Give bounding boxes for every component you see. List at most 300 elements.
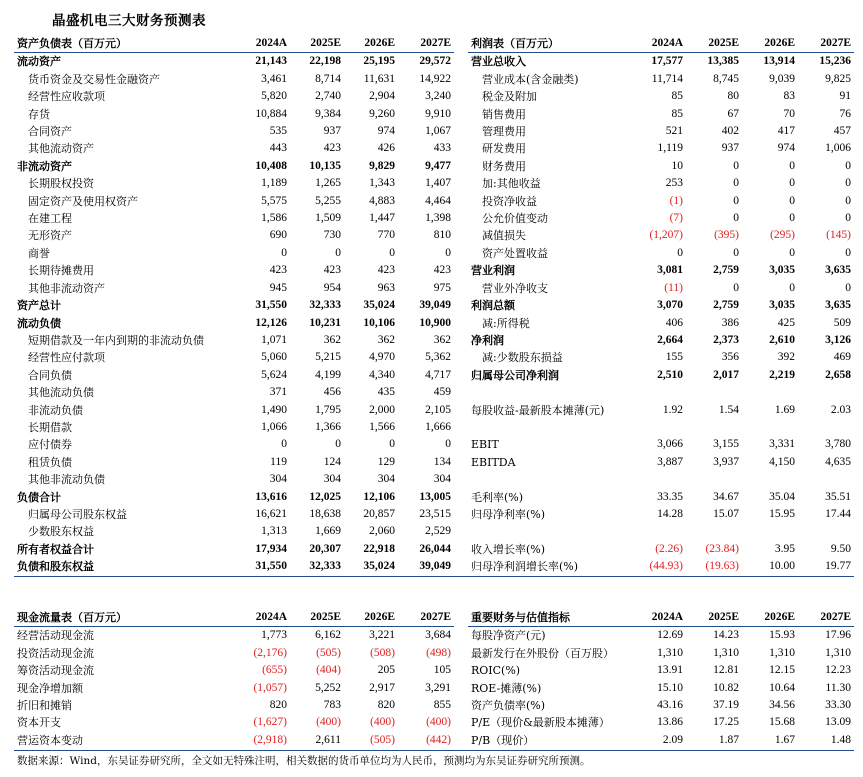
cell-value: 1,566 (369, 420, 395, 433)
cell-value: 35.04 (769, 490, 795, 503)
table-bottom-rule (14, 750, 854, 751)
cell-value: 0 (789, 212, 795, 225)
row-label: 租赁负债 (28, 455, 72, 469)
cell-value: 10,135 (309, 159, 341, 172)
cell-value: 426 (377, 142, 395, 155)
table-row (468, 436, 854, 453)
cell-value: 80 (727, 90, 739, 103)
cell-value: 85 (671, 90, 683, 103)
cell-value: 29,572 (419, 55, 451, 68)
cell-value: 8,714 (315, 72, 341, 85)
cell-value: 34.56 (769, 699, 795, 712)
cell-value (634, 471, 686, 488)
cell-value: 0 (733, 281, 739, 294)
table-row (14, 332, 454, 349)
column-header: 2027E (398, 609, 454, 627)
cell-value: 423 (323, 142, 341, 155)
cell-value: 2,510 (657, 368, 683, 381)
table-row (14, 471, 454, 488)
row-label: 公允价值变动 (482, 212, 548, 226)
table-row (14, 436, 454, 453)
table-row (14, 384, 454, 401)
cell-value: 0 (733, 194, 739, 207)
row-label: 无形资产 (28, 229, 72, 243)
table-row (468, 210, 854, 227)
table-row (14, 71, 454, 88)
cell-value: 2,017 (713, 368, 739, 381)
row-label: 营业利润 (471, 264, 515, 278)
table-header-row (468, 609, 854, 627)
row-label: 所有者权益合计 (17, 542, 94, 556)
table-row (14, 714, 454, 731)
cell-value: 1.67 (774, 733, 795, 746)
cell-value: 2,759 (713, 264, 739, 277)
row-label: 最新发行在外股份（百万股） (471, 646, 614, 660)
table-row (468, 454, 854, 471)
cell-value: 435 (377, 386, 395, 399)
cell-value: (505) (316, 646, 341, 659)
cell-value: 39,049 (419, 299, 451, 312)
table-header-row (468, 35, 854, 53)
table-row (14, 349, 454, 366)
cell-value: 12.81 (713, 664, 739, 677)
cell-value: 0 (845, 159, 851, 172)
cell-value: 1,310 (657, 646, 683, 659)
row-label: 投资活动现金流 (17, 646, 94, 660)
table-row (14, 106, 454, 123)
row-label: 经营性应付款项 (28, 351, 105, 365)
cell-value: 23,515 (419, 507, 451, 520)
cell-value: 20,857 (363, 507, 395, 520)
row-label: 投资净收益 (482, 194, 537, 208)
cell-value: 5,575 (261, 194, 287, 207)
cell-value: 10.00 (769, 560, 795, 573)
cell-value (798, 384, 854, 401)
cell-value: 402 (721, 125, 739, 138)
table-row (14, 506, 454, 523)
row-label: 资产负债率(%) (471, 699, 546, 713)
row-label: 非流动资产 (17, 159, 72, 173)
cell-value: 690 (269, 229, 287, 242)
row-label: 营业外净收支 (482, 281, 548, 295)
row-label: 经营活动现金流 (17, 629, 94, 643)
cell-value: 0 (845, 281, 851, 294)
cell-value: (2.26) (655, 542, 683, 555)
cell-value: 937 (721, 142, 739, 155)
cell-value: 362 (433, 333, 451, 346)
cell-value: 3,035 (769, 264, 795, 277)
table-row (468, 662, 854, 679)
table-row (468, 245, 854, 262)
table-row (14, 88, 454, 105)
table-row (14, 193, 454, 210)
cell-value: 459 (433, 386, 451, 399)
row-label: 筹资活动现金流 (17, 664, 94, 678)
cell-value: 770 (377, 229, 395, 242)
balance_sheet-grid (14, 35, 454, 576)
row-label: 每股收益-最新股本摊薄(元) (471, 403, 605, 417)
column-header: 2027E (798, 35, 854, 53)
cell-value: 26,044 (419, 542, 451, 555)
table-row (468, 714, 854, 731)
cell-value: 4,464 (425, 194, 451, 207)
cell-value: 33.30 (825, 699, 851, 712)
row-label: 合同负债 (28, 368, 72, 382)
cell-value: 0 (845, 194, 851, 207)
cell-value: 13,914 (763, 55, 795, 68)
table-row (468, 506, 854, 523)
table-row (14, 210, 454, 227)
cell-value: 0 (445, 246, 451, 259)
cell-value: 17,934 (255, 542, 287, 555)
cell-value: 22,198 (309, 55, 341, 68)
cell-value (742, 523, 798, 540)
table-row (14, 558, 454, 575)
cell-value: 3,635 (825, 299, 851, 312)
table-row (468, 523, 854, 540)
cell-value: 1,669 (315, 525, 341, 538)
cell-value: 1,066 (261, 420, 287, 433)
cell-value: 15.07 (713, 507, 739, 520)
cell-value: 253 (665, 177, 683, 190)
cell-value: 67 (727, 107, 739, 120)
row-label: 加:其他收益 (482, 177, 541, 191)
column-header: 2025E (290, 35, 344, 53)
cell-value: 8,745 (713, 72, 739, 85)
cell-value: 0 (389, 246, 395, 259)
cell-value: 371 (269, 386, 287, 399)
cell-value: 129 (377, 455, 395, 468)
cell-value: (1,207) (649, 229, 683, 242)
cell-value: 0 (335, 438, 341, 451)
cell-value: 4,717 (425, 368, 451, 381)
cell-value: 3,126 (825, 333, 851, 346)
cell-value: 963 (377, 281, 395, 294)
cell-value: 1,071 (261, 333, 287, 346)
cell-value: 1,310 (769, 646, 795, 659)
cell-value: 43.16 (657, 699, 683, 712)
cell-value: 76 (839, 107, 851, 120)
table-row (14, 662, 454, 679)
cell-value (742, 471, 798, 488)
column-header: 2026E (742, 35, 798, 53)
income-statement-table (468, 35, 854, 576)
cell-value: 14.28 (657, 507, 683, 520)
cell-value: 9,477 (425, 159, 451, 172)
cell-value: (19.63) (705, 560, 739, 573)
table-header-row (14, 35, 454, 53)
cell-value: 3,081 (657, 264, 683, 277)
table-title: 利润表（百万元） (468, 35, 634, 53)
cell-value: 12,025 (309, 490, 341, 503)
table-row (468, 158, 854, 175)
cell-value: 17.25 (713, 716, 739, 729)
column-header: 2026E (344, 609, 398, 627)
cell-value: 33.35 (657, 490, 683, 503)
table-row (14, 53, 454, 71)
row-label: 合同资产 (28, 125, 72, 139)
table-title: 资产负债表（百万元） (14, 35, 236, 53)
table-bottom-rule (14, 576, 854, 577)
cell-value: 10 (671, 159, 683, 172)
cell-value: 124 (323, 455, 341, 468)
cell-value: 14.23 (713, 629, 739, 642)
cell-value: 457 (833, 125, 851, 138)
cell-value: 22,918 (363, 542, 395, 555)
cell-value: 134 (433, 455, 451, 468)
table-title: 重要财务与估值指标 (468, 609, 634, 627)
table-row (468, 280, 854, 297)
table-row (468, 53, 854, 71)
row-label: 应付债券 (28, 438, 72, 452)
cell-value: 9,829 (369, 159, 395, 172)
row-label: ROE-摊薄(%) (471, 681, 542, 695)
cell-value: 0 (677, 246, 683, 259)
cell-value: 1,773 (261, 629, 287, 642)
cell-value: 2,611 (315, 733, 341, 746)
row-label: 资本开支 (17, 716, 61, 730)
cell-value: 3.95 (774, 542, 795, 555)
cell-value: 11,631 (363, 72, 395, 85)
cell-value: 5,215 (315, 351, 341, 364)
cell-value (634, 523, 686, 540)
cell-value: 1,795 (315, 403, 341, 416)
cell-value: 0 (733, 246, 739, 259)
cell-value: (442) (426, 733, 451, 746)
row-label: 少数股东权益 (28, 525, 94, 539)
cell-value: 15,236 (819, 55, 851, 68)
cell-value: 17,577 (651, 55, 683, 68)
cell-value: 34.67 (713, 490, 739, 503)
cell-value: 15.10 (657, 681, 683, 694)
cell-value: 1.69 (774, 403, 795, 416)
table-row (468, 71, 854, 88)
row-label: P/B（现价） (471, 733, 535, 747)
table-row (468, 193, 854, 210)
cell-value: 17.44 (825, 507, 851, 520)
cell-value: 1,407 (425, 177, 451, 190)
cell-value (634, 384, 686, 401)
cell-value: 954 (323, 281, 341, 294)
cell-value: (505) (370, 733, 395, 746)
cell-value: 4,970 (369, 351, 395, 364)
row-label: 其他流动资产 (28, 142, 94, 156)
cell-value: 13,385 (707, 55, 739, 68)
cell-value: 5,362 (425, 351, 451, 364)
row-label: ROIC(%) (471, 664, 521, 678)
cell-value: 1.92 (662, 403, 683, 416)
row-label: P/E（现价&最新股本摊薄） (471, 716, 610, 730)
cell-value: 304 (433, 473, 451, 486)
cell-value: 1,343 (369, 177, 395, 190)
cell-value: 855 (433, 699, 451, 712)
cell-value: (23.84) (705, 542, 739, 555)
table-row (14, 454, 454, 471)
cell-value: 205 (377, 664, 395, 677)
cell-value: 10,231 (309, 316, 341, 329)
cell-value: 0 (789, 177, 795, 190)
row-label: EBITDA (471, 455, 516, 469)
cell-value: (498) (426, 646, 451, 659)
cell-value: 1,313 (261, 525, 287, 538)
cell-value: 509 (833, 316, 851, 329)
cell-value: 3,066 (657, 438, 683, 451)
row-label: 归属母公司净利润 (471, 368, 559, 382)
cell-value: 1,447 (369, 212, 395, 225)
cell-value: (400) (316, 716, 341, 729)
table-row (468, 732, 854, 749)
cell-value: 820 (377, 699, 395, 712)
cell-value: 535 (269, 125, 287, 138)
cell-value: 3,035 (769, 299, 795, 312)
cell-value: 10,408 (255, 159, 287, 172)
cell-value: 521 (665, 125, 683, 138)
table-row (14, 541, 454, 558)
cell-value: 13.91 (657, 664, 683, 677)
cell-value: 119 (270, 455, 287, 468)
row-label: 财务费用 (482, 159, 526, 173)
cell-value: (7) (669, 212, 683, 225)
cell-value: 2,664 (657, 333, 683, 346)
cell-value: 2,610 (769, 333, 795, 346)
cell-value: 0 (789, 246, 795, 259)
source-note: 数据来源：Wind，东吴证券研究所，全文如无特殊注明，相关数据的货币单位均为人民币，预测均为东吴证券研究所预测。 (17, 755, 591, 767)
cell-value: 1.54 (718, 403, 739, 416)
cell-value: 1,666 (425, 420, 451, 433)
cell-value (742, 419, 798, 436)
table-row (14, 280, 454, 297)
row-label: 长期股权投资 (28, 177, 94, 191)
cell-value: 1,006 (825, 142, 851, 155)
column-header: 2026E (742, 609, 798, 627)
table-row (468, 106, 854, 123)
cell-value: 13.09 (825, 716, 851, 729)
cell-value: 1,310 (825, 646, 851, 659)
cell-value (686, 419, 742, 436)
table-row (14, 627, 454, 645)
cell-value: 3,155 (713, 438, 739, 451)
cell-value: 9,825 (825, 72, 851, 85)
cell-value: 0 (445, 438, 451, 451)
cell-value: 810 (433, 229, 451, 242)
cell-value: 0 (733, 212, 739, 225)
table-row (14, 489, 454, 506)
cell-value: 3,937 (713, 455, 739, 468)
cell-value: 2,917 (369, 681, 395, 694)
cell-value: 3,331 (769, 438, 795, 451)
table-row (468, 419, 854, 436)
row-label: 减:少数股东损益 (482, 351, 563, 365)
cell-value: 423 (377, 264, 395, 277)
cell-value: 362 (323, 333, 341, 346)
cell-value: (400) (370, 716, 395, 729)
cell-value: 2,000 (369, 403, 395, 416)
table-row (14, 297, 454, 314)
cell-value (686, 523, 742, 540)
cell-value: 1,398 (425, 212, 451, 225)
cell-value: 945 (269, 281, 287, 294)
cell-value: 1.48 (830, 733, 851, 746)
row-label: 折旧和摊销 (17, 699, 72, 713)
cell-value: (395) (714, 229, 739, 242)
row-label (468, 471, 634, 488)
table-row (468, 471, 854, 488)
row-label: 经营性应收款项 (28, 90, 105, 104)
cell-value (686, 384, 742, 401)
cell-value: 13,616 (255, 490, 287, 503)
table-row (468, 645, 854, 662)
table-row (468, 315, 854, 332)
row-label: 资产总计 (17, 299, 61, 313)
column-header: 2024A (634, 35, 686, 53)
cell-value: 12,126 (255, 316, 287, 329)
row-label: 负债和股东权益 (17, 560, 94, 574)
row-label: 毛利率(%) (471, 490, 524, 504)
column-header: 2025E (686, 35, 742, 53)
key_metrics-grid (468, 609, 854, 749)
table-row (468, 402, 854, 419)
cell-value: 1,586 (261, 212, 287, 225)
row-label: 货币资金及交易性金融资产 (28, 72, 160, 86)
table-row (14, 140, 454, 157)
cash-flow-table (14, 609, 454, 749)
column-header: 2027E (798, 609, 854, 627)
row-label: 资产处置收益 (482, 246, 548, 260)
table-row (14, 123, 454, 140)
row-label: 流动负债 (17, 316, 61, 330)
cell-value: 25,195 (363, 55, 395, 68)
cell-value: 1,509 (315, 212, 341, 225)
cell-value: 0 (845, 246, 851, 259)
cell-value: (655) (262, 664, 287, 677)
row-label: 非流动负债 (28, 403, 83, 417)
cell-value: 975 (433, 281, 451, 294)
cell-value: 2,105 (425, 403, 451, 416)
row-label: 研发费用 (482, 142, 526, 156)
row-label: 商誉 (28, 246, 50, 260)
cell-value: 9,384 (315, 107, 341, 120)
table-row (468, 558, 854, 575)
cell-value (798, 471, 854, 488)
table-title: 现金流量表（百万元） (14, 609, 236, 627)
cell-value: 32,333 (309, 560, 341, 573)
cell-value: 406 (665, 316, 683, 329)
table-row (468, 367, 854, 384)
cell-value: 820 (269, 699, 287, 712)
table-row (468, 627, 854, 645)
cell-value: 443 (269, 142, 287, 155)
cell-value: 13,005 (419, 490, 451, 503)
cell-value: 386 (721, 316, 739, 329)
cell-value: 304 (323, 473, 341, 486)
page-title: 晶盛机电三大财务预测表 (52, 13, 206, 29)
cell-value: 1,067 (425, 125, 451, 138)
table-row (14, 523, 454, 540)
cell-value: 3,240 (425, 90, 451, 103)
cell-value: 433 (433, 142, 451, 155)
cell-value: 0 (281, 246, 287, 259)
row-label: 营业总收入 (471, 55, 526, 69)
row-label: 税金及附加 (482, 90, 537, 104)
income_statement-grid (468, 35, 854, 576)
table-row (468, 88, 854, 105)
cell-value: (145) (826, 229, 851, 242)
row-label: 净利润 (471, 333, 504, 347)
cell-value (798, 419, 854, 436)
cell-value: 425 (777, 316, 795, 329)
cell-value: 423 (269, 264, 287, 277)
cell-value: (2,918) (253, 733, 287, 746)
